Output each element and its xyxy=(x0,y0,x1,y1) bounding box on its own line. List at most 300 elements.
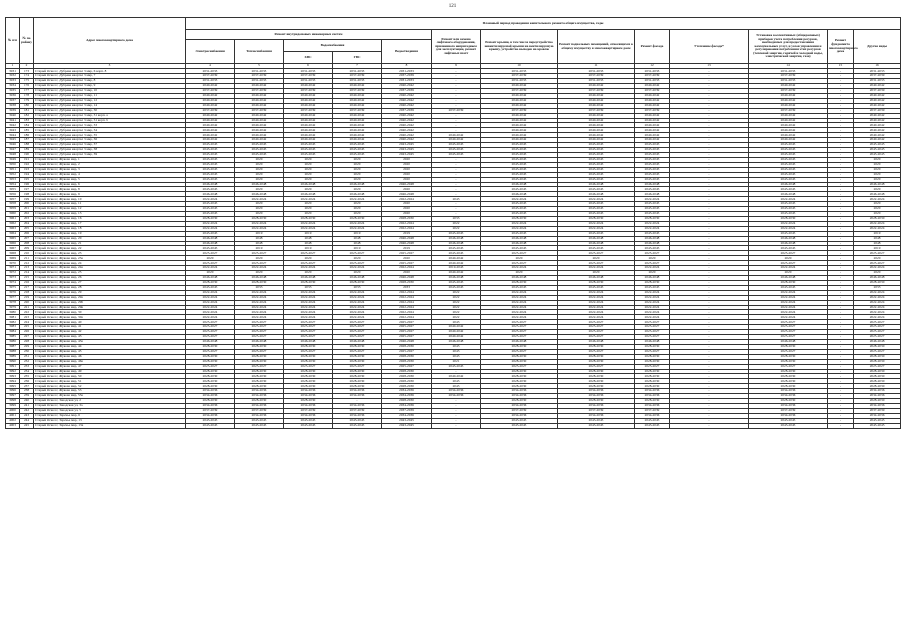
period-cell: 2025-2027 xyxy=(186,364,235,369)
period-cell: - xyxy=(828,300,854,305)
period-cell: - xyxy=(432,69,481,74)
period-cell: 2037-2039 xyxy=(854,88,901,93)
period-cell: - xyxy=(828,79,854,84)
period-cell: 2040-2042 xyxy=(382,133,432,138)
period-cell: 2033 xyxy=(333,285,382,290)
period-cell: 2025-2027 xyxy=(284,320,333,325)
period-cell: - xyxy=(828,305,854,310)
period-cell: 2028-2030 xyxy=(749,369,828,374)
period-cell: - xyxy=(670,187,749,192)
period-cell: - xyxy=(828,98,854,103)
column-number: 6 xyxy=(284,64,333,69)
period-cell: - xyxy=(670,330,749,335)
period-cell: 2037-2039 xyxy=(749,108,828,113)
period-cell: 2046-2048 xyxy=(186,276,235,281)
period-cell: 2040-2042 xyxy=(382,123,432,128)
period-cell: 2022-2024 xyxy=(481,310,558,315)
district-number: 233 xyxy=(20,364,34,369)
period-cell: 2028-2030 xyxy=(749,216,828,221)
row-number: 3979 xyxy=(6,305,20,310)
period-cell: - xyxy=(670,300,749,305)
period-cell: 2025-2027 xyxy=(481,320,558,325)
period-cell: 2043-2045 xyxy=(186,246,235,251)
period-cell: 2022-2024 xyxy=(558,290,635,295)
period-cell: 2037-2039 xyxy=(854,108,901,113)
period-cell: 2025-2027 xyxy=(382,330,432,335)
period-cell: 2022-2024 xyxy=(481,221,558,226)
period-cell: 2043 xyxy=(432,384,481,389)
period-cell: 2020 xyxy=(333,167,382,172)
period-cell: 2028-2030 xyxy=(186,280,235,285)
district-number: 227 xyxy=(20,335,34,340)
period-cell: 2043-2045 xyxy=(481,285,558,290)
period-cell: 2028-2030 xyxy=(749,374,828,379)
period-cell: 2022-2024 xyxy=(235,315,284,320)
period-cell: 2043-2045 xyxy=(481,167,558,172)
period-cell: 2020 xyxy=(284,271,333,276)
address-cell: Старый Оскол г, Дубрава квартал 3 мкр, 31 корп. а xyxy=(34,113,186,118)
address-cell: Старый Оскол г, Жукова мкр, 9 xyxy=(34,192,186,197)
address-cell: Старый Оскол г, Жукова мкр, 2 xyxy=(34,162,186,167)
period-cell: 2040-2042 xyxy=(432,271,481,276)
district-number: 218 xyxy=(20,290,34,295)
row-number: 4000 xyxy=(6,408,20,413)
period-cell: 2022-2024 xyxy=(558,315,635,320)
period-cell: 2046-2048 xyxy=(854,340,901,345)
address-cell: Старый Оскол г, Заводская ул, 5 xyxy=(34,408,186,413)
period-cell: 2028-2030 xyxy=(558,344,635,349)
period-cell: - xyxy=(828,69,854,74)
period-cell: 2022-2024 xyxy=(854,310,901,315)
row-number: 3974 xyxy=(6,280,20,285)
period-cell: 2040-2042 xyxy=(186,103,235,108)
period-cell: 2022-2024 xyxy=(635,300,670,305)
row-number: 3965 xyxy=(6,236,20,241)
period-cell: 2022-2024 xyxy=(382,300,432,305)
district-number: 211 xyxy=(20,256,34,261)
period-cell: 2034-2036 xyxy=(854,413,901,418)
district-number: 200 xyxy=(20,202,34,207)
period-cell: 2043-2045 xyxy=(432,285,481,290)
row-number: 3958 xyxy=(6,202,20,207)
district-number: 175 xyxy=(20,79,34,84)
period-cell: - xyxy=(432,88,481,93)
period-cell: 2025-2027 xyxy=(558,349,635,354)
period-cell: - xyxy=(670,157,749,162)
row-number: 3988 xyxy=(6,349,20,354)
column-number: 2 xyxy=(20,64,34,69)
address-cell: Старый Оскол г, Дубрава квартал 3 мкр, 31 корп. б xyxy=(34,118,186,123)
period-cell: 2043-2045 xyxy=(481,152,558,157)
period-cell: 2046-2048 xyxy=(382,236,432,241)
period-cell: 2025-2027 xyxy=(558,320,635,325)
period-cell: 2028-2030 xyxy=(635,280,670,285)
district-number: 201 xyxy=(20,207,34,212)
district-number: 190 xyxy=(20,152,34,157)
period-cell: 2025-2027 xyxy=(635,320,670,325)
period-cell: - xyxy=(670,143,749,148)
period-cell: 2034-2036 xyxy=(481,413,558,418)
address-cell: Старый Оскол г, Дубрава квартал 3 мкр, 35 xyxy=(34,133,186,138)
period-cell: 2020 xyxy=(382,202,432,207)
row-number: 3946 xyxy=(6,143,20,148)
period-cell: 2043-2045 xyxy=(186,207,235,212)
row-number: 3977 xyxy=(6,295,20,300)
period-cell: 2022-2024 xyxy=(186,315,235,320)
period-cell: 2043-2045 xyxy=(749,246,828,251)
period-cell: - xyxy=(828,394,854,399)
period-cell: - xyxy=(828,315,854,320)
period-cell: 2043-2045 xyxy=(382,148,432,153)
period-cell: 2043-2045 xyxy=(481,157,558,162)
period-cell: 2028-2030 xyxy=(854,384,901,389)
period-cell: 2025-2027 xyxy=(382,325,432,330)
period-cell: 2043-2045 xyxy=(481,162,558,167)
period-cell: 2025-2027 xyxy=(481,261,558,266)
period-cell: 2037-2039 xyxy=(481,108,558,113)
row-number: 3999 xyxy=(6,403,20,408)
period-cell: 2028-2030 xyxy=(333,359,382,364)
row-number: 3980 xyxy=(6,310,20,315)
period-cell: 2034-2036 xyxy=(186,413,235,418)
row-number: 3931 xyxy=(6,69,20,74)
period-cell: 2025-2027 xyxy=(558,330,635,335)
period-cell: 2043-2045 xyxy=(749,167,828,172)
period-cell: 2025-2027 xyxy=(854,335,901,340)
header-group-title: Плановый период проведения капитального ремонта общего имущества, годы xyxy=(186,18,901,30)
period-cell: 2040-2042 xyxy=(854,128,901,133)
period-cell: 2037-2039 xyxy=(284,88,333,93)
period-cell: 2043-2045 xyxy=(186,212,235,217)
period-cell: 2034-2036 xyxy=(333,403,382,408)
period-cell: 2043-2045 xyxy=(382,143,432,148)
address-cell: Старый Оскол г, Жукова мкр, 29в xyxy=(34,305,186,310)
period-cell: 2046-2048 xyxy=(382,340,432,345)
period-cell: 2022-2024 xyxy=(558,197,635,202)
period-cell: 2022-2024 xyxy=(382,310,432,315)
period-cell: - xyxy=(670,335,749,340)
period-cell: 2020 xyxy=(284,167,333,172)
period-cell: 2025-2027 xyxy=(558,325,635,330)
period-cell: 2020 xyxy=(854,157,901,162)
period-cell: 2046-2048 xyxy=(284,192,333,197)
period-cell: 2043-2045 xyxy=(749,162,828,167)
period-cell: - xyxy=(670,340,749,345)
period-cell: 2022-2024 xyxy=(854,266,901,271)
period-cell: 2028-2030 xyxy=(558,369,635,374)
period-cell: - xyxy=(670,74,749,79)
period-cell: 2040-2042 xyxy=(235,84,284,89)
period-cell: 2025-2027 xyxy=(382,251,432,256)
period-cell: 2020 xyxy=(235,177,284,182)
period-cell: 2043-2045 xyxy=(481,231,558,236)
period-cell: 2022-2024 xyxy=(749,305,828,310)
period-cell: 2028-2030 xyxy=(382,280,432,285)
period-cell: 2022-2024 xyxy=(749,315,828,320)
period-cell: 2043-2045 xyxy=(432,364,481,369)
address-cell: Старый Оскол г, Жукова мкр, 5 xyxy=(34,177,186,182)
period-cell: 2037-2039 xyxy=(558,88,635,93)
period-cell: 2040-2042 xyxy=(481,98,558,103)
period-cell: 2040-2042 xyxy=(635,98,670,103)
period-cell: - xyxy=(432,172,481,177)
period-cell: 2043-2045 xyxy=(186,202,235,207)
period-cell: 2040-2042 xyxy=(854,123,901,128)
period-cell: - xyxy=(828,344,854,349)
period-cell: 2022-2024 xyxy=(635,290,670,295)
period-cell: 2040-2042 xyxy=(186,113,235,118)
period-cell: 2022-2024 xyxy=(558,305,635,310)
period-cell: 2034-2036 xyxy=(382,394,432,399)
period-cell: - xyxy=(670,236,749,241)
period-cell: 2028-2030 xyxy=(481,379,558,384)
period-cell: 2028-2030 xyxy=(558,354,635,359)
period-cell: 2046-2048 xyxy=(382,276,432,281)
period-cell: 2022-2024 xyxy=(333,305,382,310)
period-cell: 2043-2045 xyxy=(854,418,901,423)
period-cell: 2025-2027 xyxy=(186,251,235,256)
period-cell: 2040-2042 xyxy=(749,118,828,123)
period-cell: 2028-2030 xyxy=(481,384,558,389)
period-cell: - xyxy=(670,389,749,394)
period-cell: 2028-2030 xyxy=(635,344,670,349)
period-cell: - xyxy=(670,320,749,325)
district-number: 224 xyxy=(20,320,34,325)
row-number: 3961 xyxy=(6,216,20,221)
period-cell: 2040-2042 xyxy=(854,98,901,103)
period-cell: 2037-2039 xyxy=(284,108,333,113)
period-cell: 2040-2042 xyxy=(558,118,635,123)
period-cell: 2031-2033 xyxy=(558,79,635,84)
period-cell: - xyxy=(670,88,749,93)
period-cell: 2046-2048 xyxy=(854,276,901,281)
period-cell: - xyxy=(670,344,749,349)
period-cell: - xyxy=(670,310,749,315)
period-cell: 2043-2045 xyxy=(635,187,670,192)
period-cell: 2020 xyxy=(854,172,901,177)
address-cell: Старый Оскол г, Жукова мкр, 22 xyxy=(34,246,186,251)
period-cell: 2022-2024 xyxy=(235,197,284,202)
period-cell: 2043-2045 xyxy=(235,143,284,148)
period-cell: 2022 xyxy=(432,295,481,300)
period-cell: 2022-2024 xyxy=(558,295,635,300)
period-cell: 2040-2042 xyxy=(235,118,284,123)
period-cell: 2043-2045 xyxy=(635,172,670,177)
period-cell: - xyxy=(828,290,854,295)
period-cell: 2040-2042 xyxy=(558,98,635,103)
period-cell: 2025-2027 xyxy=(333,261,382,266)
period-cell: 2043-2045 xyxy=(558,172,635,177)
period-cell: 2046-2048 xyxy=(635,276,670,281)
period-cell: - xyxy=(828,408,854,413)
period-cell: - xyxy=(828,384,854,389)
capital-repair-table xyxy=(5,17,901,429)
column-number: 14 xyxy=(749,64,828,69)
district-number: 221 xyxy=(20,305,34,310)
district-number: 193 xyxy=(20,167,34,172)
period-cell: 2022-2024 xyxy=(186,295,235,300)
district-number: 174 xyxy=(20,74,34,79)
period-cell: - xyxy=(670,256,749,261)
period-cell: 2040-2042 xyxy=(186,138,235,143)
period-cell: - xyxy=(828,285,854,290)
period-cell: 2025-2027 xyxy=(333,330,382,335)
period-cell: 2040-2042 xyxy=(749,133,828,138)
period-cell: - xyxy=(670,172,749,177)
period-cell: 2043-2045 xyxy=(635,202,670,207)
period-cell: - xyxy=(432,413,481,418)
period-cell: - xyxy=(670,359,749,364)
period-cell: - xyxy=(670,290,749,295)
column-number: 12 xyxy=(635,64,670,69)
address-cell: Старый Оскол г, Жукова мкр, 11 xyxy=(34,202,186,207)
period-cell: 2020 xyxy=(284,157,333,162)
period-cell: 2022-2024 xyxy=(284,221,333,226)
period-cell: - xyxy=(828,330,854,335)
period-cell: 2043-2045 xyxy=(284,418,333,423)
period-cell: 2020 xyxy=(284,256,333,261)
column-number: 1 xyxy=(6,64,20,69)
period-cell: 2020 xyxy=(635,256,670,261)
period-cell: - xyxy=(828,354,854,359)
period-cell: 2020 xyxy=(854,162,901,167)
period-cell: 2040-2042 xyxy=(432,261,481,266)
period-cell: - xyxy=(670,305,749,310)
period-cell: 2046-2048 xyxy=(558,276,635,281)
period-cell: 2028-2030 xyxy=(382,354,432,359)
period-cell: 2020 xyxy=(333,212,382,217)
period-cell: 2031-2033 xyxy=(284,79,333,84)
period-cell: 2022-2024 xyxy=(382,305,432,310)
period-cell: 2043-2045 xyxy=(235,148,284,153)
period-cell: 2025-2027 xyxy=(635,330,670,335)
row-number: 3951 xyxy=(6,167,20,172)
period-cell: - xyxy=(670,148,749,153)
period-cell: - xyxy=(828,226,854,231)
period-cell: 2043-2045 xyxy=(382,152,432,157)
period-cell: 2022-2024 xyxy=(749,310,828,315)
period-cell: 2040-2042 xyxy=(432,138,481,143)
period-cell: 2028-2030 xyxy=(558,216,635,221)
period-cell: 2022-2024 xyxy=(235,305,284,310)
period-cell: 2022-2024 xyxy=(854,197,901,202)
period-cell: 2025-2027 xyxy=(481,330,558,335)
period-cell: 2019 xyxy=(382,231,432,236)
period-cell: 2025-2027 xyxy=(186,261,235,266)
row-number: 3949 xyxy=(6,157,20,162)
period-cell: 2034-2036 xyxy=(558,394,635,399)
period-cell: 2022-2024 xyxy=(333,290,382,295)
period-cell: 2043-2045 xyxy=(749,148,828,153)
period-cell: 2040-2042 xyxy=(558,103,635,108)
period-cell: 2046-2048 xyxy=(558,182,635,187)
district-number: 207 xyxy=(20,236,34,241)
period-cell: 2020 xyxy=(284,187,333,192)
period-cell: 2020 xyxy=(186,256,235,261)
address-cell: Старый Оскол г, Жукова мкр, 24 xyxy=(34,261,186,266)
period-cell: 2043-2045 xyxy=(235,152,284,157)
period-cell: 2043-2045 xyxy=(186,157,235,162)
period-cell: 2022-2024 xyxy=(854,305,901,310)
district-number: 240 xyxy=(20,399,34,404)
period-cell: 2040-2042 xyxy=(186,123,235,128)
period-cell: 2022-2024 xyxy=(284,305,333,310)
address-cell: Старый Оскол г, Жукова мкр, 10 xyxy=(34,197,186,202)
period-cell: 2043-2045 xyxy=(186,148,235,153)
period-cell: - xyxy=(828,167,854,172)
period-cell: 2040-2042 xyxy=(432,133,481,138)
period-cell: 2034-2036 xyxy=(749,394,828,399)
period-cell: 2043-2045 xyxy=(333,152,382,157)
table-header xyxy=(6,18,901,69)
period-cell: 2043-2045 xyxy=(635,246,670,251)
period-cell: 2028-2030 xyxy=(284,216,333,221)
period-cell: 2043-2045 xyxy=(749,202,828,207)
period-cell: 2046-2048 xyxy=(382,241,432,246)
period-cell: - xyxy=(828,84,854,89)
period-cell: 2046-2048 xyxy=(235,182,284,187)
period-cell: - xyxy=(432,369,481,374)
period-cell: 2034-2036 xyxy=(235,394,284,399)
period-cell: 2022-2024 xyxy=(635,310,670,315)
district-number: 191 xyxy=(20,157,34,162)
period-cell: 2020 xyxy=(481,271,558,276)
address-cell: Старый Оскол г, Жукова мкр, 41 xyxy=(34,325,186,330)
period-cell: 2040-2042 xyxy=(854,113,901,118)
period-cell: - xyxy=(670,108,749,113)
period-cell: 2043-2045 xyxy=(481,177,558,182)
period-cell: - xyxy=(828,93,854,98)
period-cell: 2031-2033 xyxy=(635,69,670,74)
period-cell: - xyxy=(670,177,749,182)
period-cell: 2020 xyxy=(854,271,901,276)
period-cell: 2022-2024 xyxy=(284,290,333,295)
header-hvs: ХВС xyxy=(284,52,333,64)
row-number: 3948 xyxy=(6,152,20,157)
period-cell: - xyxy=(432,423,481,428)
period-cell: 2046-2048 xyxy=(558,236,635,241)
period-cell: 2043-2045 xyxy=(749,423,828,428)
period-cell: - xyxy=(828,310,854,315)
period-cell: 2028-2030 xyxy=(186,344,235,349)
period-cell: 2022-2024 xyxy=(186,226,235,231)
period-cell: 2028-2030 xyxy=(635,374,670,379)
row-number: 3933 xyxy=(6,79,20,84)
period-cell: 2022-2024 xyxy=(235,310,284,315)
period-cell: 2020 xyxy=(558,271,635,276)
period-cell: 2025-2027 xyxy=(749,364,828,369)
period-cell: - xyxy=(828,340,854,345)
period-cell: 2028-2030 xyxy=(382,359,432,364)
period-cell: 2043-2045 xyxy=(749,418,828,423)
period-cell: 2028-2030 xyxy=(481,359,558,364)
period-cell: 2043-2045 xyxy=(635,157,670,162)
period-cell: 2020 xyxy=(333,202,382,207)
period-cell: - xyxy=(670,349,749,354)
period-cell: 2040-2042 xyxy=(333,133,382,138)
column-number: 11 xyxy=(558,64,635,69)
period-cell: - xyxy=(670,133,749,138)
period-cell: 2020 xyxy=(333,162,382,167)
period-cell: 2022-2024 xyxy=(481,266,558,271)
period-cell: 2022-2024 xyxy=(284,315,333,320)
period-cell: 2025-2027 xyxy=(186,349,235,354)
period-cell: - xyxy=(828,177,854,182)
period-cell: 2022 xyxy=(432,221,481,226)
period-cell: 2037-2039 xyxy=(854,408,901,413)
address-cell: Старый Оскол г, Дубрава квартал 3 мкр, 7 xyxy=(34,74,186,79)
period-cell: 2022-2024 xyxy=(635,295,670,300)
